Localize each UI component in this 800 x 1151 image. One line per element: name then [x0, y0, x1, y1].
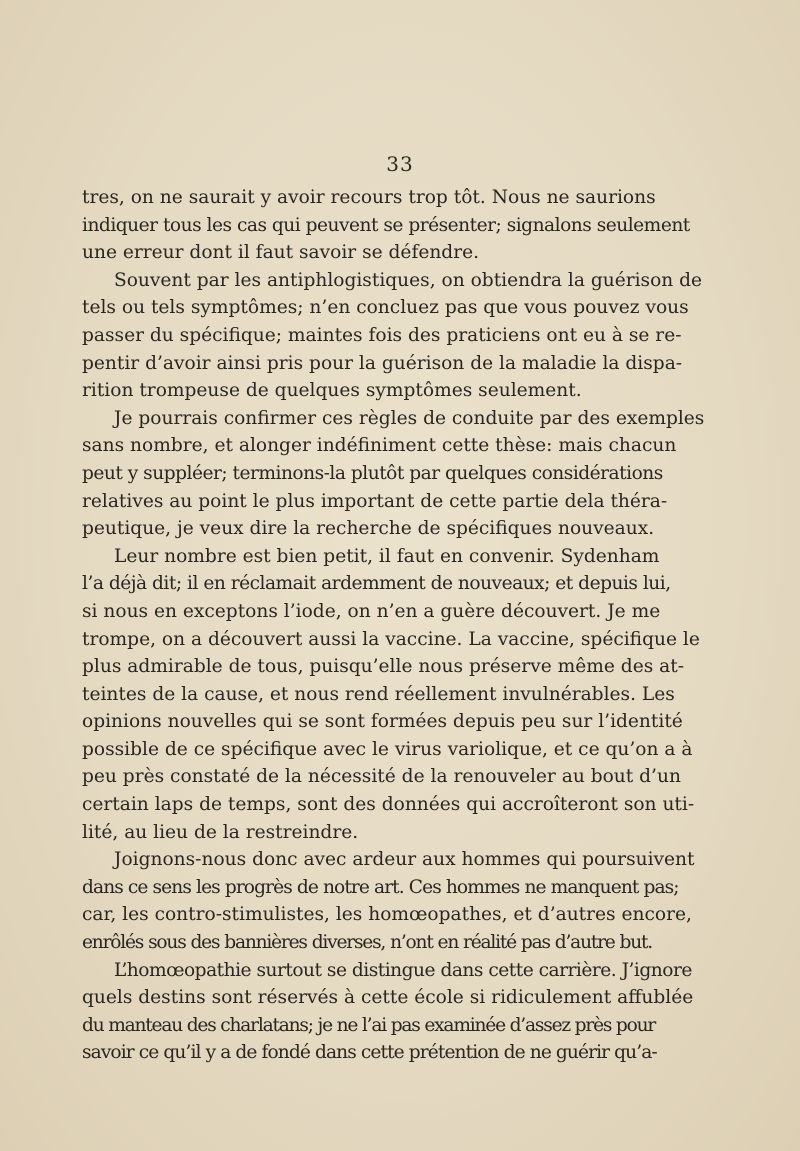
page-number: 33: [386, 152, 414, 176]
text-line: pentir d’avoir ainsi pris pour la guérison de la maladie la dispa-: [82, 352, 683, 374]
text-line: du manteau des charlatans; je ne l’ai pas examinée d’assez près pour: [82, 1014, 656, 1036]
text-line: sans nombre, et alonger indéfiniment cette thèse: mais chacun: [82, 435, 677, 457]
text-line: Leur nombre est bien petit, il faut en convenir. Sydenham: [114, 545, 660, 567]
text-line: plus admirable de tous, puisqu’elle nous préserve même des at-: [82, 656, 684, 678]
text-line: peutique, je veux dire la recherche de spécifiques nouveaux.: [82, 518, 655, 540]
text-line: enrôlés sous des bannières diverses, n’ont en réalité pas d’autre but.: [82, 932, 652, 954]
text-line: opinions nouvelles qui se sont formées depuis peu sur l’identité: [82, 711, 683, 733]
body-text: [82, 184, 705, 1067]
text-line: trompe, on a découvert aussi la vaccine. La vaccine, spécifique le: [82, 628, 700, 650]
text-line: quels destins sont réservés à cette école si ridiculement affublée: [82, 987, 694, 1009]
text-line: car, les contro-stimulistes, les homœopathes, et d’autres encore,: [82, 904, 692, 926]
text-line: possible de ce spécifique avec le virus variolique, et ce qu’on a à: [82, 738, 693, 760]
text-line: certain laps de temps, sont des données qui accroîteront son uti-: [82, 794, 695, 816]
text-line: une erreur dont il faut savoir se défendre.: [82, 242, 480, 264]
text-line: passer du spécifique; maintes fois des praticiens ont eu à se re-: [82, 324, 682, 346]
text-line: tres, on ne saurait y avoir recours trop tôt. Nous ne saurions: [82, 187, 656, 208]
text-line: indiquer tous les cas qui peuvent se présenter; signalons seulement: [82, 214, 690, 236]
text-line: si nous en exceptons l’iode, on n’en a guère découvert. Je me: [82, 600, 661, 622]
text-line: tels ou tels symptômes; n’en concluez pas que vous pouvez vous: [82, 297, 689, 319]
text-line: relatives au point le plus important de cette partie dela théra-: [82, 490, 668, 512]
text-line: Souvent par les antiphlogistiques, on obtiendra la guérison de: [114, 269, 703, 291]
text-line: Je pourrais confirmer ces règles de conduite par des exemples: [114, 407, 705, 429]
text-line: peut y suppléer; terminons-la plutôt par quelques considérations: [82, 462, 663, 484]
text-line: lité, au lieu de la restreindre.: [82, 821, 359, 843]
text-line: savoir ce qu’il y a de fondé dans cette prétention de ne guérir qu’a-: [82, 1042, 657, 1064]
text-line: peu près constaté de la nécessité de la renouveler au bout d’un: [82, 766, 681, 788]
text-line: rition trompeuse de quelques symptômes seulement.: [82, 380, 582, 402]
text-line: Joignons-nous donc avec ardeur aux hommes qui poursuivent: [114, 849, 695, 871]
text-line: L’homœopathie surtout se distingue dans cette carrière. J’ignore: [114, 959, 692, 981]
text-line: teintes de la cause, et nous rend réellement invulnérables. Les: [82, 683, 675, 705]
text-line: dans ce sens les progrès de notre art. Ces hommes ne manquent pas;: [82, 876, 679, 898]
text-line: l’a déjà dit; il en réclamait ardemment de nouveaux; et depuis lui,: [82, 573, 671, 595]
